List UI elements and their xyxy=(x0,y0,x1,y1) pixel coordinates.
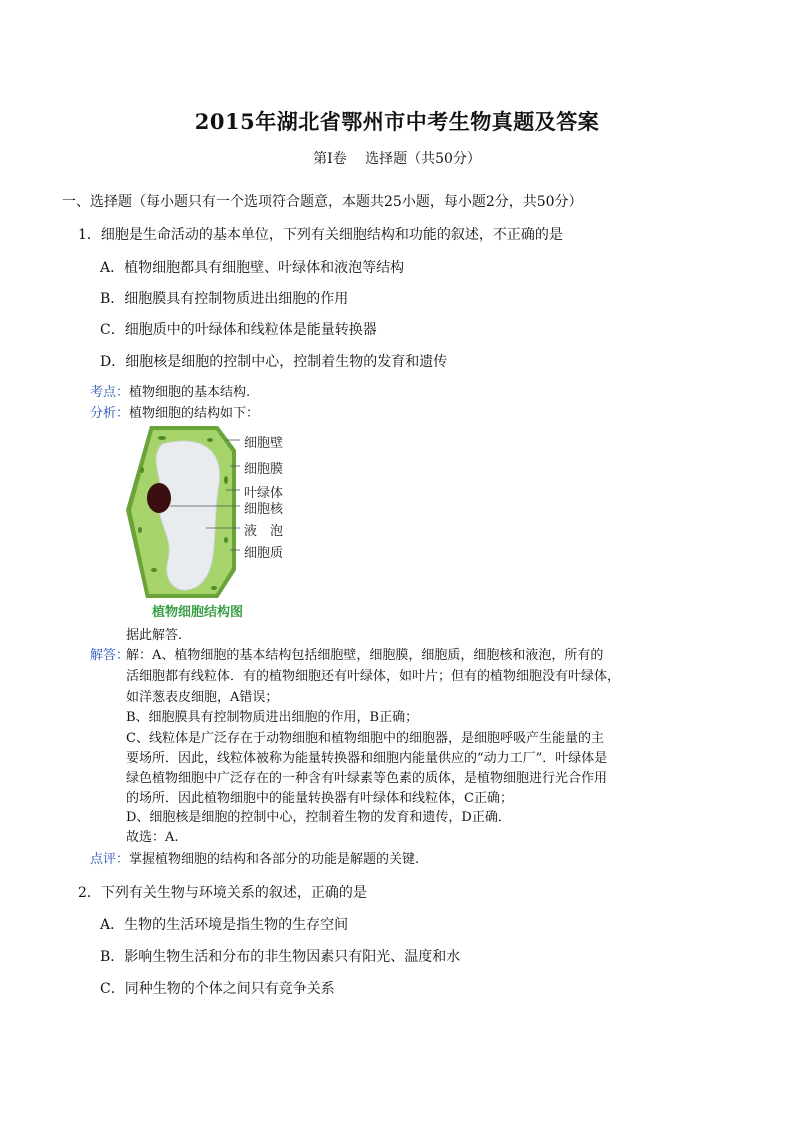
jieda-tag: 解答： xyxy=(90,648,130,663)
label-cytoplasm: 细胞质 xyxy=(244,546,284,561)
fenxi-tag: 分析： xyxy=(90,406,130,421)
nucleus xyxy=(147,483,171,513)
fenxi-line xyxy=(90,402,259,421)
dianping-text: 掌握植物细胞的结构和各部分的功能是解题的关键. xyxy=(129,852,420,867)
after-figure-text: 据此解答. xyxy=(126,628,183,643)
q1-option-b: B．细胞膜具有控制物质进出细胞的作用 xyxy=(100,291,349,307)
jieda-line: 如洋葱表皮细胞，A错误； xyxy=(126,690,279,705)
jieda-line: 活细胞都有线粒体．有的植物细胞还有叶绿体，如叶片；但有的植物细胞没有叶绿体， xyxy=(126,669,621,684)
jieda-line: 解：A、植物细胞的基本结构包括细胞壁，细胞膜，细胞质，细胞核和液泡，所有的 xyxy=(126,648,604,663)
page-subtitle: 第I卷 选择题（共50分） xyxy=(313,151,481,167)
kaodian-tag: 考点： xyxy=(90,385,130,400)
q2-option-a: A．生物的生活环境是指生物的生存空间 xyxy=(100,917,349,933)
jieda-line: B、细胞膜具有控制物质进出细胞的作用，B正确； xyxy=(126,710,419,725)
fenxi-text: 植物细胞的结构如下： xyxy=(129,406,260,421)
label-cell-membrane: 细胞膜 xyxy=(244,462,284,477)
label-chloroplast: 叶绿体 xyxy=(244,486,284,501)
q1-option-c: C．细胞质中的叶绿体和线粒体是能量转换器 xyxy=(100,322,377,338)
jieda-line: D、细胞核是细胞的控制中心，控制着生物的发育和遗传，D正确． xyxy=(126,810,511,825)
kaodian-text: 植物细胞的基本结构. xyxy=(129,385,251,400)
label-vacuole: 液 泡 xyxy=(244,524,284,539)
dianping-line xyxy=(90,848,419,867)
label-cell-wall: 细胞壁 xyxy=(244,436,284,451)
label-nucleus: 细胞核 xyxy=(244,502,284,517)
jieda-line: 故选：A. xyxy=(126,830,179,845)
q2-option-c: C．同种生物的个体之间只有竞争关系 xyxy=(100,981,335,997)
q1-option-d: D．细胞核是细胞的控制中心，控制着生物的发育和遗传 xyxy=(100,354,448,370)
jieda-line: 要场所．因此，线粒体被称为能量转换器和细胞内能量供应的“动力工厂”．叶绿体是 xyxy=(126,751,608,766)
q1-option-a: A．植物细胞都具有细胞壁、叶绿体和液泡等结构 xyxy=(100,260,405,276)
question-2-stem: 2．下列有关生物与环境关系的叙述，正确的是 xyxy=(78,885,367,901)
q2-option-b: B．影响生物生活和分布的非生物因素只有阳光、温度和水 xyxy=(100,949,461,965)
question-1-stem: 1．细胞是生命活动的基本单位，下列有关细胞结构和功能的叙述，不正确的是 xyxy=(78,227,563,243)
page-title: 2015年湖北省鄂州市中考生物真题及答案 xyxy=(194,109,600,134)
jieda-line: 的场所．因此植物细胞中的能量转换器有叶绿体和线粒体，C正确； xyxy=(126,791,513,806)
kaodian-line xyxy=(90,381,250,400)
section-heading: 一、选择题（每小题只有一个选项符合题意，本题共25小题，每小题2分，共50分） xyxy=(62,194,583,210)
jieda-line: 绿色植物细胞中广泛存在的一种含有叶绿素等色素的质体，是植物细胞进行光合作用 xyxy=(126,771,608,786)
jieda-line: C、线粒体是广泛存在于动物细胞和植物细胞中的细胞器，是细胞呼吸产生能量的主 xyxy=(126,731,604,746)
figure-caption: 植物细胞结构图 xyxy=(152,605,244,620)
dianping-tag: 点评： xyxy=(90,852,130,867)
